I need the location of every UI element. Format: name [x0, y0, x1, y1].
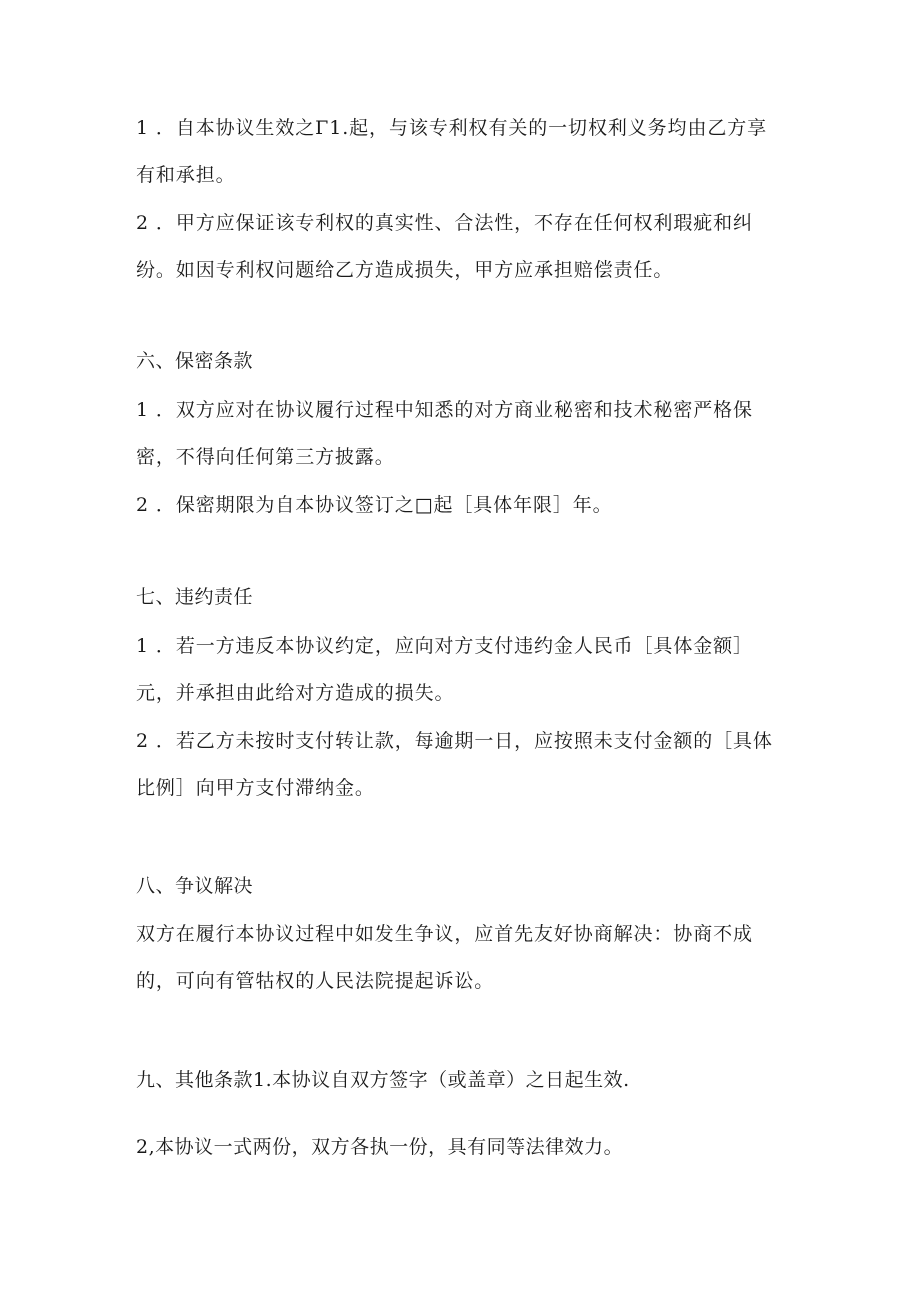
- section8-para-line2: 的，可向有管牯权的人民法院提起诉讼。: [136, 970, 495, 992]
- section6-item1-line2: 密，不得向任何第三方披露。: [136, 446, 395, 468]
- section9-heading-line: 九、其他条款1.本协议自双方签字（或盖章）之日起生效.: [136, 1069, 630, 1091]
- section6-heading: 六、保密条款: [136, 350, 254, 372]
- section7-item2-line2: 比例］向甲方支付滞纳金。: [136, 777, 375, 799]
- section6-item1-line1: 1 ．双方应对在协议履行过程中知悉的对方商业秘密和技术秘密严格保: [136, 399, 753, 421]
- section5-item2-line1: 2 ．甲方应保证该专利权的真实性、合法性，不存在任何权利瑕疵和纠: [136, 212, 753, 234]
- section8-heading: 八、争议解决: [136, 875, 254, 897]
- section5-item1-line2: 有和承担。: [136, 164, 236, 186]
- section6-item2-line1: 2 ．保密期限为自本协议签订之□起［具体年限］年。: [136, 494, 613, 516]
- section7-heading: 七、违约责任: [136, 586, 254, 608]
- section9-item2-line: 2,本协议一式两份，双方各执一份，具有同等法律效力。: [136, 1136, 624, 1158]
- section7-item1-line1: 1 ．若一方违反本协议约定，应向对方支付违约金人民币［具体金额］: [136, 635, 753, 657]
- section7-item1-line2: 元，并承担由此给对方造成的损失。: [136, 682, 455, 704]
- section5-item2-line2: 纷。如因专利权问题给乙方造成损失，甲方应承担赔偿责任。: [136, 259, 674, 281]
- section7-item2-line1: 2 ．若乙方未按时支付转让款，每逾期一日，应按照未支付金额的［具体: [136, 730, 773, 752]
- section5-item1-line1: 1 ．自本协议生效之Γ1.起，与该专利权有关的一切权利义务均由乙方享: [136, 117, 768, 139]
- section8-para-line1: 双方在履行本协议过程中如发生争议，应首先友好协商解决：协商不成: [136, 923, 753, 945]
